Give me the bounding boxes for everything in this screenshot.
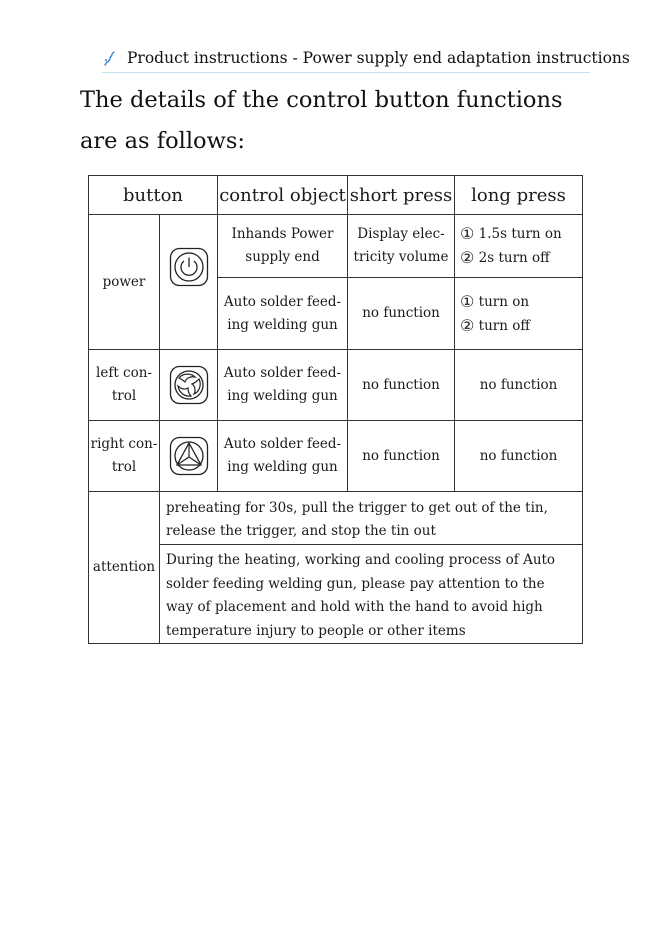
power-long-2: ① turn on ② turn off <box>455 278 583 350</box>
attention-note-2: During the heating, working and cooling process of Auto solder feeding welding gun, please pay attention to the way of placement and hold with the hand to avoid high temperature injury to people or other items <box>160 545 583 644</box>
header-long-press: long press <box>455 176 583 215</box>
table-row-right-control <box>89 421 583 492</box>
header-control-object: control object <box>218 176 348 215</box>
section-heading: The details of the control button functions are as follows: <box>80 87 563 154</box>
right-control-icon-cell <box>160 421 218 492</box>
table-header-row <box>89 176 583 215</box>
button-functions-table <box>88 175 583 644</box>
table-row-attention-1 <box>89 492 583 545</box>
attention-note-1: preheating for 30s, pull the trigger to get out of the tin, release the trigger, and stop the tin out <box>160 492 583 545</box>
page-header <box>102 48 630 73</box>
right-control-label: right con- trol <box>89 421 160 492</box>
table-row-power-1 <box>89 215 583 278</box>
power-icon <box>169 247 209 287</box>
power-short-1: Display elec- tricity volume <box>348 215 455 278</box>
power-icon-cell <box>160 215 218 350</box>
attention-label: attention <box>89 492 160 644</box>
left-control-object: Auto solder feed- ing welding gun <box>218 350 348 421</box>
logo-icon <box>102 50 116 68</box>
header-title: Product instructions - Power supply end adaptation instructions <box>127 49 630 67</box>
power-object-2: Auto solder feed- ing welding gun <box>218 278 348 350</box>
power-label: power <box>89 215 160 350</box>
right-control-short: no function <box>348 421 455 492</box>
right-control-object: Auto solder feed- ing welding gun <box>218 421 348 492</box>
table-row-attention-2 <box>89 545 583 644</box>
power-short-2: no function <box>348 278 455 350</box>
power-long-1: ① 1.5s turn on ② 2s turn off <box>455 215 583 278</box>
right-control-long: no function <box>455 421 583 492</box>
triangle-icon <box>169 436 209 476</box>
swirl-icon <box>169 365 209 405</box>
power-object-1: Inhands Power supply end <box>218 215 348 278</box>
header-short-press: short press <box>348 176 455 215</box>
left-control-label: left con- trol <box>89 350 160 421</box>
header-button: button <box>89 176 218 215</box>
table-row-left-control <box>89 350 583 421</box>
left-control-icon-cell <box>160 350 218 421</box>
left-control-short: no function <box>348 350 455 421</box>
left-control-long: no function <box>455 350 583 421</box>
